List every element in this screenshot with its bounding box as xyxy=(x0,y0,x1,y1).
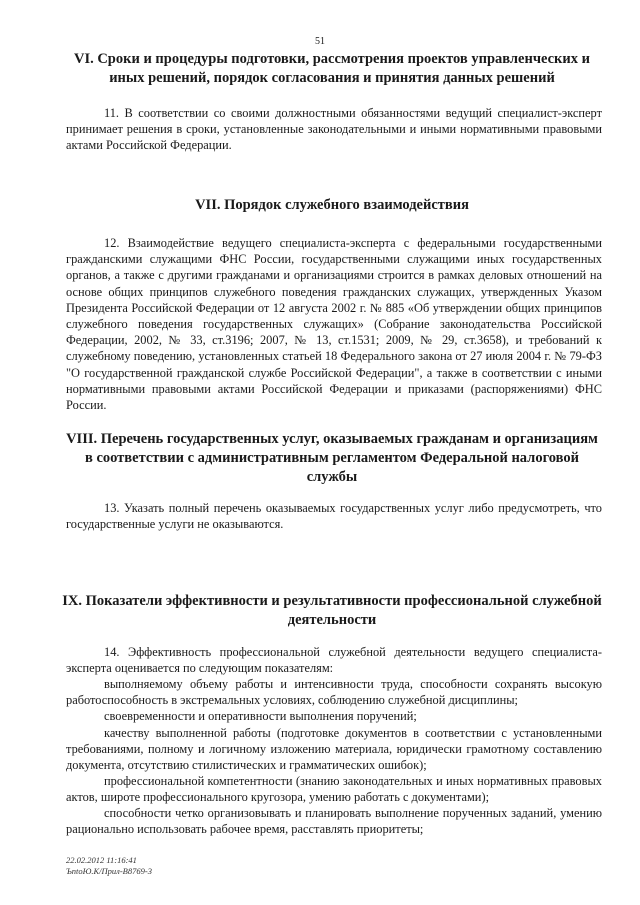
criterion-competence: профессиональной компетентности (знанию законодательных и иных нормативных правовых актов, широте профессионального кругозора, умению работать с документами); xyxy=(66,774,602,805)
footer-timestamp: 22.02.2012 11:16:41 xyxy=(66,855,137,865)
paragraph-14: 14. Эффективность профессиональной служебной деятельности ведущего специалиста-эксперта оценивается по следующим показателям: xyxy=(66,645,602,676)
criterion-organization: способности четко организовывать и планировать выполнение порученных заданий, умению рационально использовать рабочее время, расставлять приоритеты; xyxy=(66,806,602,837)
criterion-quality: качеству выполненной работы (подготовке документов в соответствии с установленными требованиями, полному и логичному изложению материала, юридически грамотному составлению документа, отсутствию стилистических и грамматических ошибок); xyxy=(66,726,602,773)
page-number: 51 xyxy=(315,36,325,47)
footer-stamp xyxy=(66,855,152,877)
criterion-timeliness: своевременности и оперативности выполнения поручений; xyxy=(104,709,417,723)
section-8-heading: VIII. Перечень государственных услуг, оказываемых гражданам и организациям в соответствии с административным регламентом Федеральной налоговой службы xyxy=(66,431,598,485)
paragraph-12: 12. Взаимодействие ведущего специалиста-эксперта с федеральными государственными гражданскими служащими ФНС России, государственными служащими иных государственных органов, а также с другими гражданами и организациями строится в рамках деловых отношений на основе общих принципов служебного поведения гражданских служащих, утвержденных Указом Президента Российской Федерации от 12 августа 2002 г. № 885 «Об утверждении общих принципов служебного поведения государственных служащих» (Собрание законодательства Российской Федерации, 2002, № 33, ст.3196; 2007, № 13, ст.1531; 2009, № 29, ст.3658), и требований к служебному поведению, установленных статьей 18 Федерального закона от 27 июля 2004 г. № 79-ФЗ "О государственной гражданской службе Российской Федерации", а также в соответствии с иными нормативными правовыми актами Российской Федерации и приказами (распоряжениями) ФНС России. xyxy=(66,236,602,413)
paragraph-11: 11. В соответствии со своими должностными обязанностями ведущий специалист-эксперт принимает решения в сроки, установленные законодательными и иными нормативными правовыми актами Российской Федерации. xyxy=(66,106,602,153)
paragraph-13: 13. Указать полный перечень оказываемых государственных услуг либо предусмотреть, что государственные услуги не оказываются. xyxy=(66,501,602,532)
criterion-workload: выполняемому объему работы и интенсивности труда, способности сохранять высокую работоспособность в экстремальных условиях, соблюдению служебной дисциплины; xyxy=(66,677,602,708)
section-7-heading: VII. Порядок служебного взаимодействия xyxy=(195,197,469,213)
section-9-heading: IX. Показатели эффективности и результативности профессиональной служебной деятельности xyxy=(62,593,602,628)
section-6-heading: VI. Сроки и процедуры подготовки, рассмотрения проектов управленческих и иных решений, порядок согласования и принятия данных решений xyxy=(73,51,591,86)
footer-doc-id: ЪntoЮ.К/Прил-В8769-3 xyxy=(66,866,152,876)
